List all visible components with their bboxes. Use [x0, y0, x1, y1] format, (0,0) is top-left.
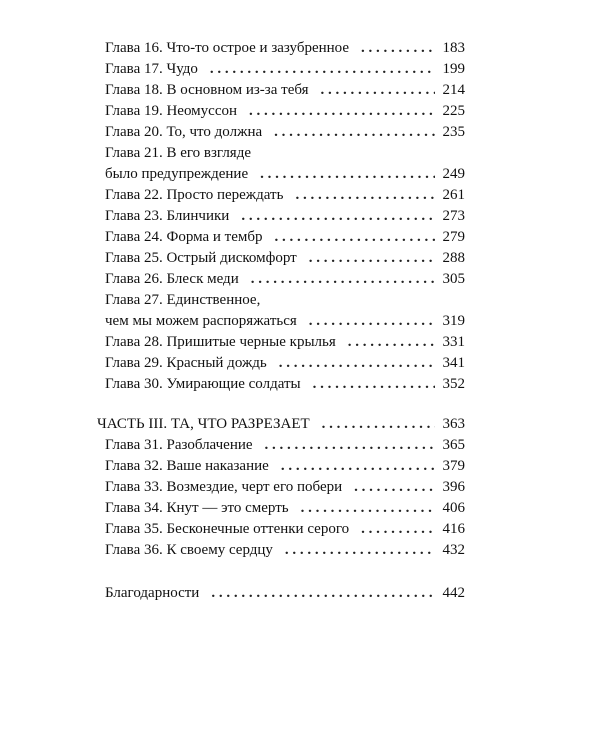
toc-entry-title: Глава 24. Форма и тембр [105, 229, 263, 245]
toc-entry-chapter-24 [105, 227, 465, 248]
section-spacer [105, 561, 465, 583]
toc-entry-title: Глава 26. Блеск меди [105, 271, 239, 287]
dot-leader [210, 59, 435, 80]
toc-entry-chapter-18 [105, 80, 465, 101]
dot-leader [309, 311, 435, 332]
dot-leader [251, 269, 435, 290]
dot-leader [313, 374, 435, 395]
toc-entry-title: Глава 25. Острый дискомфорт [105, 250, 297, 266]
toc-entry-title: было предупреждение [105, 166, 249, 182]
toc-entry-title-line1: Глава 21. В его взгляде [105, 145, 251, 161]
toc-entry-chapter-30 [105, 374, 465, 395]
toc-entry-page: 432 [442, 542, 465, 558]
dot-leader [275, 227, 435, 248]
toc-entry-title: Глава 30. Умирающие солдаты [105, 376, 301, 392]
toc-part-title: ЧАСТЬ III. ТА, ЧТО РАЗРЕЗАЕТ [97, 416, 310, 432]
toc-entry-chapter-21 [105, 164, 465, 185]
toc-entry-title: Глава 33. Возмездие, черт его побери [105, 479, 343, 495]
toc-entry-title-line1: Глава 27. Единственное, [105, 292, 261, 308]
toc-entry-page: 341 [442, 355, 465, 371]
dot-leader [322, 414, 435, 435]
toc-entry-chapter-29 [105, 353, 465, 374]
dot-leader [361, 38, 435, 59]
toc-entry-chapter-20 [105, 122, 465, 143]
toc-entry-chapter-23 [105, 206, 465, 227]
dot-leader [348, 332, 435, 353]
toc-entry-chapter-27 [105, 311, 465, 332]
toc-entry-title: Глава 28. Пришитые черные крылья [105, 334, 336, 350]
toc-entry-page: 183 [442, 40, 465, 56]
table-of-contents [97, 38, 465, 604]
toc-entry-chapter-17 [105, 59, 465, 80]
toc-entry-chapter-31 [105, 435, 465, 456]
toc-entry-page: 273 [442, 208, 465, 224]
toc-entry-chapter-27-line1 [105, 290, 465, 311]
toc-entry-chapter-36 [105, 540, 465, 561]
dot-leader [309, 248, 435, 269]
toc-entry-title: Глава 17. Чудо [105, 61, 198, 77]
toc-entry-page: 214 [442, 82, 465, 98]
toc-entry-title: Глава 31. Разоблачение [105, 437, 253, 453]
toc-entry-page: 225 [442, 103, 465, 119]
toc-entry-page: 319 [442, 313, 465, 329]
toc-entry-chapter-16 [105, 38, 465, 59]
dot-leader [274, 122, 435, 143]
toc-entry-chapter-25 [105, 248, 465, 269]
toc-entry-title: Глава 22. Просто переждать [105, 187, 284, 203]
toc-entry-title: Глава 16. Что-то острое и зазубренное [105, 40, 350, 56]
toc-entry-page: 288 [442, 250, 465, 266]
dot-leader [249, 101, 435, 122]
toc-entry-chapter-26 [105, 269, 465, 290]
dot-leader [354, 477, 435, 498]
toc-entry-chapter-33 [105, 477, 465, 498]
toc-entry-page: 365 [442, 437, 465, 453]
toc-entry-chapter-32 [105, 456, 465, 477]
toc-entry-page: 406 [442, 500, 465, 516]
toc-entry-chapter-28 [105, 332, 465, 353]
toc-entry-page: 261 [442, 187, 465, 203]
toc-entry-title: Глава 36. К своему сердцу [105, 542, 273, 558]
toc-entry-chapter-22 [105, 185, 465, 206]
toc-entry-page: 331 [442, 334, 465, 350]
dot-leader [279, 353, 435, 374]
toc-entry-page: 199 [442, 61, 465, 77]
toc-entry-title: Глава 19. Неомуссон [105, 103, 238, 119]
toc-entry-page: 235 [442, 124, 465, 140]
dot-leader [285, 540, 435, 561]
toc-entry-title: чем мы можем распоряжаться [105, 313, 297, 329]
toc-entry-title: Глава 18. В основном из-за тебя [105, 82, 309, 98]
toc-entry-page: 305 [442, 271, 465, 287]
toc-entry-title: Глава 32. Ваше наказание [105, 458, 269, 474]
toc-entry-page: 279 [442, 229, 465, 245]
dot-leader [361, 519, 435, 540]
dot-leader [211, 583, 435, 604]
toc-entry-title: Глава 34. Кнут — это смерть [105, 500, 289, 516]
dot-leader [265, 435, 435, 456]
section-spacer [105, 395, 465, 414]
toc-entry-page: 379 [442, 458, 465, 474]
toc-entry-acknowledgements [105, 583, 465, 604]
toc-entry-chapter-21-line1 [105, 143, 465, 164]
toc-entry-chapter-34 [105, 498, 465, 519]
toc-entry-page: 352 [442, 376, 465, 392]
toc-entry-title: Благодарности [105, 585, 200, 601]
dot-leader [301, 498, 435, 519]
toc-entry-title: Глава 23. Блинчики [105, 208, 230, 224]
toc-entry-page: 363 [442, 416, 465, 432]
dot-leader [260, 164, 435, 185]
toc-entry-page: 396 [442, 479, 465, 495]
dot-leader [295, 185, 435, 206]
toc-entry-page: 249 [442, 166, 465, 182]
toc-entry-title: Глава 29. Красный дождь [105, 355, 267, 371]
toc-entry-title: Глава 20. То, что должна [105, 124, 263, 140]
toc-entry-chapter-19 [105, 101, 465, 122]
toc-entry-part-3 [97, 414, 465, 435]
toc-entry-chapter-35 [105, 519, 465, 540]
dot-leader [241, 206, 435, 227]
toc-entry-page: 416 [442, 521, 465, 537]
dot-leader [281, 456, 435, 477]
toc-entry-title: Глава 35. Бесконечные оттенки серого [105, 521, 350, 537]
dot-leader [321, 80, 435, 101]
toc-entry-page: 442 [442, 585, 465, 601]
